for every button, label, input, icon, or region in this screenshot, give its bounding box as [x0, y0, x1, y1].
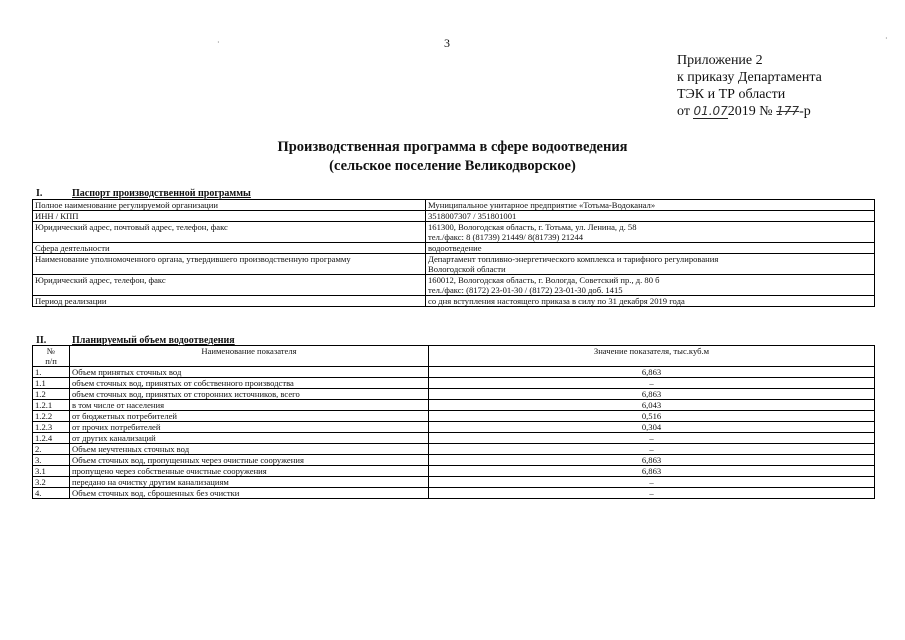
- row-value: –: [429, 477, 875, 488]
- passport-value-line: Вологодской области: [428, 264, 506, 274]
- row-number: 1.2.3: [33, 422, 70, 433]
- row-name: от прочих потребителей: [70, 422, 429, 433]
- page-number: 3: [444, 36, 450, 50]
- row-value: 0,516: [429, 411, 875, 422]
- row-name: от бюджетных потребителей: [70, 411, 429, 422]
- row-value: 6,863: [429, 455, 875, 466]
- passport-label: Юридический адрес, почтовый адрес, телефон, факс: [33, 222, 426, 243]
- row-name: Объем принятых сточных вод: [70, 367, 429, 378]
- scan-speck: ·: [217, 38, 220, 47]
- passport-label: Полное наименование регулируемой организации: [33, 200, 426, 211]
- passport-value-line: 160012, Вологодская область, г. Вологда, Советский пр., д. 80 б: [428, 275, 660, 285]
- row-number: 2.: [33, 444, 70, 455]
- passport-value-line: тел./факс: 8 (81739) 21449/ 8(81739) 21244: [428, 232, 584, 242]
- passport-row: [33, 200, 875, 211]
- volume-row: [33, 378, 875, 389]
- row-value: –: [429, 378, 875, 389]
- header-num-line-1: №: [46, 346, 56, 356]
- annex-line-2: к приказу Департамента: [677, 70, 822, 85]
- row-number: 4.: [33, 488, 70, 499]
- passport-label: Юридический адрес, телефон, факс: [33, 275, 426, 296]
- passport-row: [33, 243, 875, 254]
- title-line-2: (сельское поселение Великодворское): [329, 158, 576, 174]
- passport-value-line: Муниципальное унитарное предприятие «Тотьма-Водоканал»: [428, 200, 656, 210]
- row-value: 6,863: [429, 389, 875, 400]
- row-name: объем сточных вод, принятых от собственного производства: [70, 378, 429, 389]
- row-name: пропущено через собственные очистные сооружения: [70, 466, 429, 477]
- annex-prefix: от: [677, 104, 690, 119]
- header-num-line-2: п/п: [45, 356, 57, 366]
- passport-value: [426, 222, 875, 243]
- passport-row: [33, 275, 875, 296]
- volume-header-row: [33, 346, 875, 367]
- row-name: от других канализаций: [70, 433, 429, 444]
- row-number: 3.: [33, 455, 70, 466]
- passport-value-line: со дня вступления настоящего приказа в силу по 31 декабря 2019 года: [428, 296, 685, 306]
- volume-row: [33, 389, 875, 400]
- passport-label: Сфера деятельности: [33, 243, 426, 254]
- header-num: [33, 346, 70, 367]
- passport-value-line: 3518007307 / 351801001: [428, 211, 517, 221]
- volume-row: [33, 433, 875, 444]
- volume-row: [33, 444, 875, 455]
- row-name: Объем сточных вод, сброшенных без очистки: [70, 488, 429, 499]
- volume-row: [33, 455, 875, 466]
- row-name: передано на очистку другим канализациям: [70, 477, 429, 488]
- annex-date-line: [677, 103, 822, 120]
- section-1-number: I.: [36, 188, 43, 199]
- passport-row: [33, 222, 875, 243]
- passport-table: [32, 199, 875, 307]
- scan-speck: ·: [885, 34, 888, 43]
- passport-row: [33, 211, 875, 222]
- document-title: [0, 138, 905, 176]
- annex-line-1: Приложение 2: [677, 53, 763, 68]
- passport-label: ИНН / КПП: [33, 211, 426, 222]
- volume-row: [33, 367, 875, 378]
- passport-value-line: тел./факс: (8172) 23-01-30 / (8172) 23-01-30 доб. 1415: [428, 285, 623, 295]
- row-value: 6,043: [429, 400, 875, 411]
- row-name: в том числе от населения: [70, 400, 429, 411]
- passport-label: Наименование уполномоченного органа, утвердившего производственную программу: [33, 254, 426, 275]
- row-value: –: [429, 433, 875, 444]
- row-number: 1.2.4: [33, 433, 70, 444]
- passport-value: [426, 254, 875, 275]
- volume-row: [33, 400, 875, 411]
- header-value: Значение показателя, тыс.куб.м: [429, 346, 875, 367]
- handwritten-number: 177: [776, 104, 800, 118]
- annex-header: [677, 52, 822, 120]
- volume-row: [33, 466, 875, 477]
- row-value: 0,304: [429, 422, 875, 433]
- section-1-heading: [36, 188, 251, 199]
- volume-row: [33, 422, 875, 433]
- passport-row: [33, 296, 875, 307]
- row-number: 1.: [33, 367, 70, 378]
- row-value: –: [429, 488, 875, 499]
- passport-value-line: водоотведение: [428, 243, 482, 253]
- row-number: 3.2: [33, 477, 70, 488]
- annex-year: 2019 №: [727, 104, 773, 119]
- passport-row: [33, 254, 875, 275]
- passport-value: [426, 243, 875, 254]
- row-value: 6,863: [429, 367, 875, 378]
- row-value: 6,863: [429, 466, 875, 477]
- passport-value-line: Департамент топливно-энергетического комплекса и тарифного регулирования: [428, 254, 719, 264]
- annex-line-3: ТЭК и ТР области: [677, 87, 786, 102]
- passport-value: [426, 211, 875, 222]
- title-line-1: Производственная программа в сфере водоотведения: [277, 139, 628, 155]
- volume-table: [32, 345, 875, 499]
- section-1-title: Паспорт производственной программы: [72, 188, 251, 199]
- passport-value-line: 161300, Вологодская область, г. Тотьма, ул. Ленина, д. 58: [428, 222, 637, 232]
- passport-label: Период реализации: [33, 296, 426, 307]
- row-number: 1.2: [33, 389, 70, 400]
- volume-row: [33, 477, 875, 488]
- row-number: 1.2.2: [33, 411, 70, 422]
- row-value: –: [429, 444, 875, 455]
- row-name: Объем неучтенных сточных вод: [70, 444, 429, 455]
- row-name: объем сточных вод, принятых от сторонних источников, всего: [70, 389, 429, 400]
- section-2-number: II.: [36, 335, 47, 346]
- annex-suffix: -р: [799, 104, 811, 119]
- passport-value: [426, 275, 875, 296]
- volume-row: [33, 411, 875, 422]
- row-number: 1.2.1: [33, 400, 70, 411]
- passport-value: [426, 296, 875, 307]
- row-number: 3.1: [33, 466, 70, 477]
- volume-row: [33, 488, 875, 499]
- handwritten-date: 01.07: [693, 104, 728, 118]
- row-name: Объем сточных вод, пропущенных через очистные сооружения: [70, 455, 429, 466]
- passport-value: [426, 200, 875, 211]
- section-2-title: Планируемый объем водоотведения: [72, 335, 235, 346]
- header-name: Наименование показателя: [70, 346, 429, 367]
- row-number: 1.1: [33, 378, 70, 389]
